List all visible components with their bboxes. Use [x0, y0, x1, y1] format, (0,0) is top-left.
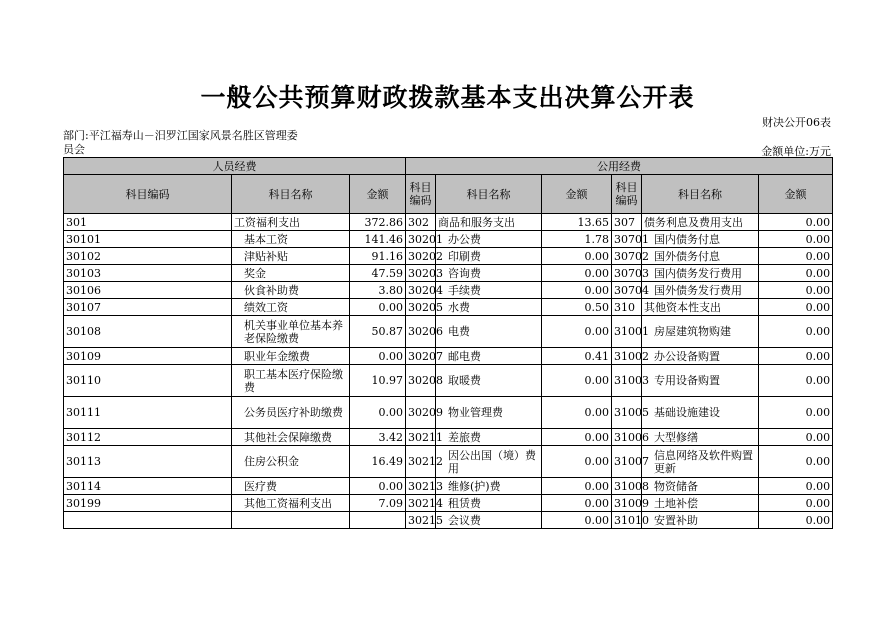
cell-code: 30208: [406, 365, 436, 397]
cell-amount: 0.00: [759, 365, 833, 397]
cell-code: 30111: [64, 397, 232, 429]
cell-code: 30202: [406, 248, 436, 265]
cell-name: 水费: [436, 299, 542, 316]
cell-code: 30215: [406, 512, 436, 529]
cell-name: 安置补助: [642, 512, 759, 529]
cell-code: 30211: [406, 429, 436, 446]
table-row: [64, 282, 833, 299]
cell-amount: 0.00: [542, 365, 612, 397]
cell-amount: 0.00: [350, 299, 406, 316]
cell-name: 租赁费: [436, 495, 542, 512]
cell-code: 30205: [406, 299, 436, 316]
cell-amount: 0.00: [542, 446, 612, 478]
cell-code: 31005: [612, 397, 642, 429]
table-row: [64, 231, 833, 248]
cell-amount: 91.16: [350, 248, 406, 265]
cell-code: 307: [612, 214, 642, 231]
cell-code: 30701: [612, 231, 642, 248]
cell-name: 职业年金缴费: [232, 348, 350, 365]
cell-amount: 0.00: [759, 231, 833, 248]
cell-name: 因公出国（境）费用: [436, 446, 542, 478]
section-public: 公用经费: [406, 158, 833, 175]
cell-name: 手续费: [436, 282, 542, 299]
cell-amount: 13.65: [542, 214, 612, 231]
table-row: [64, 348, 833, 365]
cell-code: 30702: [612, 248, 642, 265]
cell-amount: 0.00: [759, 348, 833, 365]
cell-amount: 1.78: [542, 231, 612, 248]
cell-code: [64, 512, 232, 529]
cell-name: 奖金: [232, 265, 350, 282]
cell-name: 职工基本医疗保险缴费: [232, 365, 350, 397]
cell-name: 办公设备购置: [642, 348, 759, 365]
cell-code: 310: [612, 299, 642, 316]
cell-name: 差旅费: [436, 429, 542, 446]
cell-code: 30206: [406, 316, 436, 348]
cell-amount: 0.00: [759, 397, 833, 429]
cell-code: 30204: [406, 282, 436, 299]
cell-amount: 0.00: [759, 265, 833, 282]
cell-amount: 3.42: [350, 429, 406, 446]
cell-amount: 0.00: [350, 348, 406, 365]
table-row: [64, 397, 833, 429]
cell-amount: 141.46: [350, 231, 406, 248]
table-row: [64, 299, 833, 316]
cell-amount: 0.00: [542, 397, 612, 429]
cell-amount: 0.00: [542, 495, 612, 512]
cell-code: 30704: [612, 282, 642, 299]
cell-amount: 0.41: [542, 348, 612, 365]
cell-amount: 0.00: [542, 282, 612, 299]
cell-name: 专用设备购置: [642, 365, 759, 397]
cell-name: 其他资本性支出: [642, 299, 759, 316]
cell-code: 301: [64, 214, 232, 231]
expenditure-table: [63, 157, 833, 529]
cell-amount: 0.00: [759, 299, 833, 316]
table-row: [64, 316, 833, 348]
cell-code: 31001: [612, 316, 642, 348]
cell-amount: 0.00: [542, 265, 612, 282]
cell-code: 31010: [612, 512, 642, 529]
department-label: 部门:平江福寿山－汨罗江国家风景名胜区管理委员会: [63, 129, 298, 156]
cell-code: 30106: [64, 282, 232, 299]
cell-name: 会议费: [436, 512, 542, 529]
cell-amount: 0.50: [542, 299, 612, 316]
cell-name: [232, 512, 350, 529]
cell-amount: 0.00: [759, 429, 833, 446]
unit-label: 金额单位:万元: [761, 145, 831, 158]
cell-amount: 10.97: [350, 365, 406, 397]
cell-code: 30108: [64, 316, 232, 348]
cell-amount: 7.09: [350, 495, 406, 512]
cell-name: 债务利息及费用支出: [642, 214, 759, 231]
cell-name: 伙食补助费: [232, 282, 350, 299]
table-row: [64, 478, 833, 495]
cell-amount: 0.00: [542, 478, 612, 495]
cell-code: 30114: [64, 478, 232, 495]
cell-name: 取暖费: [436, 365, 542, 397]
cell-name: 房屋建筑物购建: [642, 316, 759, 348]
cell-name: 其他社会保障缴费: [232, 429, 350, 446]
cell-name: 国内债务付息: [642, 231, 759, 248]
table-row: [64, 365, 833, 397]
cell-name: 其他工资福利支出: [232, 495, 350, 512]
cell-code: 30214: [406, 495, 436, 512]
cell-code: 302: [406, 214, 436, 231]
cell-amount: 3.80: [350, 282, 406, 299]
cell-amount: 0.00: [542, 316, 612, 348]
table-row: [64, 446, 833, 478]
col-header-amount: 金额: [350, 175, 406, 214]
cell-name: 国外债务发行费用: [642, 282, 759, 299]
cell-amount: 0.00: [759, 248, 833, 265]
cell-code: 30107: [64, 299, 232, 316]
cell-name: 印刷费: [436, 248, 542, 265]
cell-amount: 0.00: [759, 316, 833, 348]
col-header-code: 科目编码: [64, 175, 232, 214]
cell-code: 31007: [612, 446, 642, 478]
cell-code: 30110: [64, 365, 232, 397]
cell-name: 办公费: [436, 231, 542, 248]
cell-name: 住房公积金: [232, 446, 350, 478]
cell-code: 30203: [406, 265, 436, 282]
cell-code: 31003: [612, 365, 642, 397]
cell-code: 30201: [406, 231, 436, 248]
cell-amount: 47.59: [350, 265, 406, 282]
cell-code: 30213: [406, 478, 436, 495]
cell-amount: 372.86: [350, 214, 406, 231]
cell-code: 31002: [612, 348, 642, 365]
table-row: [64, 265, 833, 282]
cell-name: 咨询费: [436, 265, 542, 282]
cell-code: 30109: [64, 348, 232, 365]
cell-name: 医疗费: [232, 478, 350, 495]
cell-amount: 0.00: [759, 478, 833, 495]
cell-name: 电费: [436, 316, 542, 348]
cell-code: 31009: [612, 495, 642, 512]
table-row: [64, 248, 833, 265]
cell-name: 国外债务付息: [642, 248, 759, 265]
cell-name: 维修(护)费: [436, 478, 542, 495]
cell-amount: 0.00: [542, 429, 612, 446]
form-number: 财决公开06表: [762, 116, 831, 129]
cell-code: 31006: [612, 429, 642, 446]
cell-name: 物资储备: [642, 478, 759, 495]
cell-code: 30112: [64, 429, 232, 446]
cell-amount: 0.00: [759, 214, 833, 231]
cell-code: 30199: [64, 495, 232, 512]
cell-code: 30212: [406, 446, 436, 478]
cell-code: 30113: [64, 446, 232, 478]
cell-amount: 0.00: [350, 478, 406, 495]
col-header-name: 科目名称: [642, 175, 759, 214]
cell-name: 公务员医疗补助缴费: [232, 397, 350, 429]
cell-code: 30103: [64, 265, 232, 282]
cell-name: 津贴补贴: [232, 248, 350, 265]
cell-amount: 0.00: [759, 446, 833, 478]
cell-code: 31008: [612, 478, 642, 495]
col-header-name: 科目名称: [232, 175, 350, 214]
cell-name: 国内债务发行费用: [642, 265, 759, 282]
cell-name: 信息网络及软件购置更新: [642, 446, 759, 478]
cell-name: 基本工资: [232, 231, 350, 248]
cell-name: 物业管理费: [436, 397, 542, 429]
table-row: [64, 429, 833, 446]
cell-amount: 0.00: [759, 282, 833, 299]
col-header-amount: 金额: [759, 175, 833, 214]
cell-code: 30209: [406, 397, 436, 429]
cell-code: 30102: [64, 248, 232, 265]
cell-name: 工资福利支出: [232, 214, 350, 231]
cell-name: 大型修缮: [642, 429, 759, 446]
cell-name: 基础设施建设: [642, 397, 759, 429]
col-header-amount: 金额: [542, 175, 612, 214]
cell-amount: 0.00: [350, 397, 406, 429]
table-row: [64, 512, 833, 529]
table-row: [64, 495, 833, 512]
col-header-name: 科目名称: [436, 175, 542, 214]
section-personnel: 人员经费: [64, 158, 406, 175]
cell-amount: 16.49: [350, 446, 406, 478]
cell-name: 邮电费: [436, 348, 542, 365]
cell-amount: [350, 512, 406, 529]
cell-code: 30101: [64, 231, 232, 248]
cell-code: 30207: [406, 348, 436, 365]
cell-amount: 0.00: [542, 248, 612, 265]
cell-amount: 0.00: [759, 512, 833, 529]
col-header-code: 科目编码: [406, 175, 436, 214]
cell-amount: 50.87: [350, 316, 406, 348]
cell-name: 商品和服务支出: [436, 214, 542, 231]
cell-name: 机关事业单位基本养老保险缴费: [232, 316, 350, 348]
cell-name: 土地补偿: [642, 495, 759, 512]
cell-amount: 0.00: [542, 512, 612, 529]
cell-name: 绩效工资: [232, 299, 350, 316]
section-header-row: [64, 158, 833, 175]
cell-code: 30703: [612, 265, 642, 282]
col-header-code: 科目编码: [612, 175, 642, 214]
column-header-row: [64, 175, 833, 214]
cell-amount: 0.00: [759, 495, 833, 512]
table-row: [64, 214, 833, 231]
report-title: 一般公共预算财政拨款基本支出决算公开表: [200, 83, 695, 112]
